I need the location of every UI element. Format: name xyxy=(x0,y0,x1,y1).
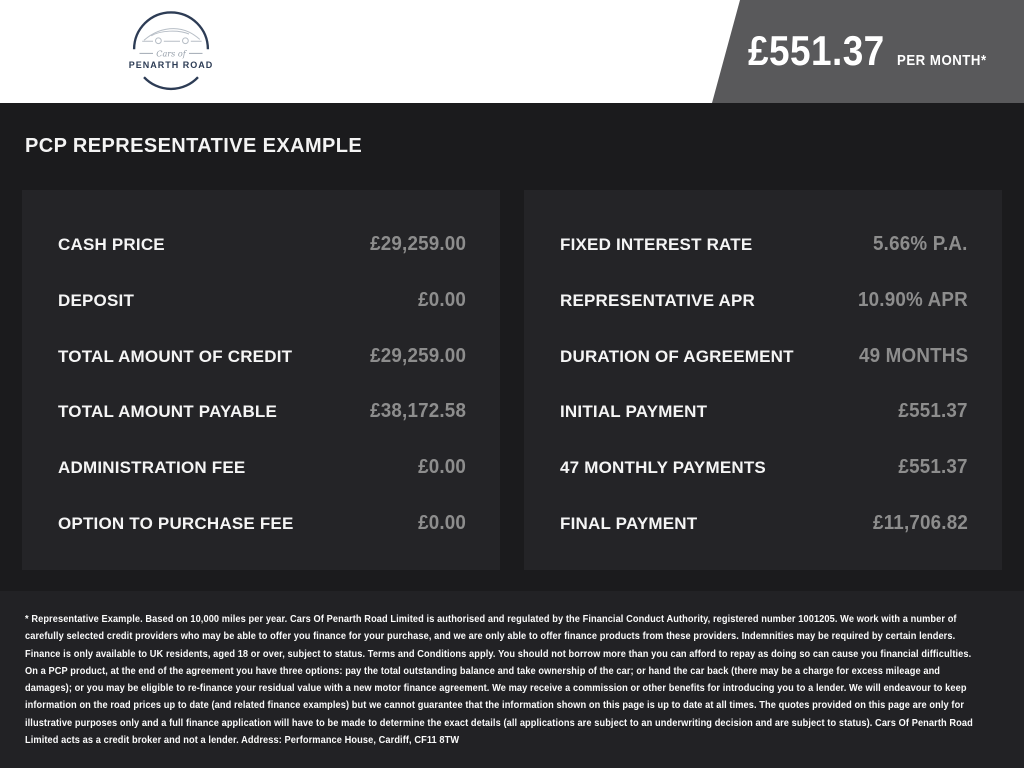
finance-row-interest-rate xyxy=(560,233,968,256)
finance-row-value: £551.37 xyxy=(898,400,968,423)
finance-row-label: FINAL PAYMENT xyxy=(560,513,698,533)
logo-name-label: PENARTH ROAD xyxy=(128,60,214,71)
footer-disclaimer: * Representative Example. Based on 10,000 miles per year. Cars Of Penarth Road Limited is authorised and regulated by the Financial Conduct Authority, registered number 1001205. We work with a number of carefully selected credit providers who may be able to offer you finance for your purchase, and we are only able to offer finance products from these providers. Indemnities may be required by certain lenders. Finance is only available to UK residents, aged 18 or over, subject to status. Terms and Conditions apply. You should not borrow more than you can afford to repay as doing so can cause you financial difficulties. On a PCP product, at the end of the agreement you have three options: pay the total outstanding balance and take ownership of the car; or hand the car back (there may be a charge for excess mileage and damages); or you may be eligible to re-finance your residual value with a new motor finance agreement. We may receive a commission or other benefits for introducing you to a lender. We will endeavour to keep information on the road prices up to date (and related finance examples) but we cannot guarantee that the information shown on this page is up to date at all times. The quotes provided on this page are only for illustrative purposes only and a full finance application will have to be made to determine the exact details (all applications are subject to an underwriting decision and are subject to status). Cars Of Penarth Road Limited acts as a credit broker and not a lender. Address: Performance House, Cardiff, CF11 8TW xyxy=(25,613,973,747)
finance-row-label: DEPOSIT xyxy=(58,290,135,310)
page-title: PCP REPRESENTATIVE EXAMPLE xyxy=(25,135,363,157)
finance-row-value: 49 MONTHS xyxy=(858,344,968,367)
finance-row-label: OPTION TO PURCHASE FEE xyxy=(58,513,294,533)
finance-row-apr xyxy=(560,289,968,312)
finance-row-label: TOTAL AMOUNT PAYABLE xyxy=(58,402,278,422)
finance-row-final-payment xyxy=(560,512,968,535)
finance-row-value: £11,706.82 xyxy=(873,511,968,534)
price-period: PER MONTH* xyxy=(897,52,987,69)
finance-row-total-credit xyxy=(58,345,466,368)
finance-row-value: £29,259.00 xyxy=(370,233,466,255)
finance-row-value: £0.00 xyxy=(418,511,466,534)
finance-row-deposit xyxy=(58,289,466,312)
car-sketch-icon xyxy=(142,29,201,44)
dealer-logo[interactable] xyxy=(126,7,216,97)
finance-row-value: 5.66% P.A. xyxy=(873,233,968,255)
finance-row-label: TOTAL AMOUNT OF CREDIT xyxy=(58,346,293,366)
logo-script-label: Cars of xyxy=(156,48,186,59)
finance-row-label: CASH PRICE xyxy=(58,235,165,254)
finance-row-total-payable xyxy=(58,400,466,423)
logo-bottom-arc-icon xyxy=(144,77,198,89)
monthly-price xyxy=(748,0,987,103)
finance-row-value: £38,172.58 xyxy=(370,400,466,423)
finance-panel-right xyxy=(524,190,1002,570)
finance-row-admin-fee xyxy=(58,456,466,479)
finance-row-duration xyxy=(560,345,968,368)
finance-row-monthly-payments xyxy=(560,456,968,479)
finance-row-label: 47 MONTHLY PAYMENTS xyxy=(560,458,766,478)
finance-row-value: £29,259.00 xyxy=(370,344,466,367)
finance-row-label: FIXED INTEREST RATE xyxy=(560,235,753,254)
finance-row-value: £551.37 xyxy=(898,456,968,479)
footer xyxy=(0,591,1024,768)
finance-row-initial-payment xyxy=(560,400,968,423)
finance-panels xyxy=(22,190,1002,570)
finance-row-label: DURATION OF AGREEMENT xyxy=(560,346,794,366)
header xyxy=(0,0,1024,103)
finance-row-value: 10.90% APR xyxy=(858,288,968,311)
finance-row-label: REPRESENTATIVE APR xyxy=(560,290,756,310)
finance-row-label: INITIAL PAYMENT xyxy=(560,402,708,422)
price-amount: £551.37 xyxy=(748,27,885,74)
finance-row-cash-price xyxy=(58,233,466,256)
finance-row-value: £0.00 xyxy=(418,288,466,311)
finance-row-option-fee xyxy=(58,512,466,535)
finance-row-label: ADMINISTRATION FEE xyxy=(58,458,246,478)
dealer-logo-icon xyxy=(126,7,216,97)
finance-panel-left xyxy=(22,190,500,570)
finance-row-value: £0.00 xyxy=(418,456,466,479)
